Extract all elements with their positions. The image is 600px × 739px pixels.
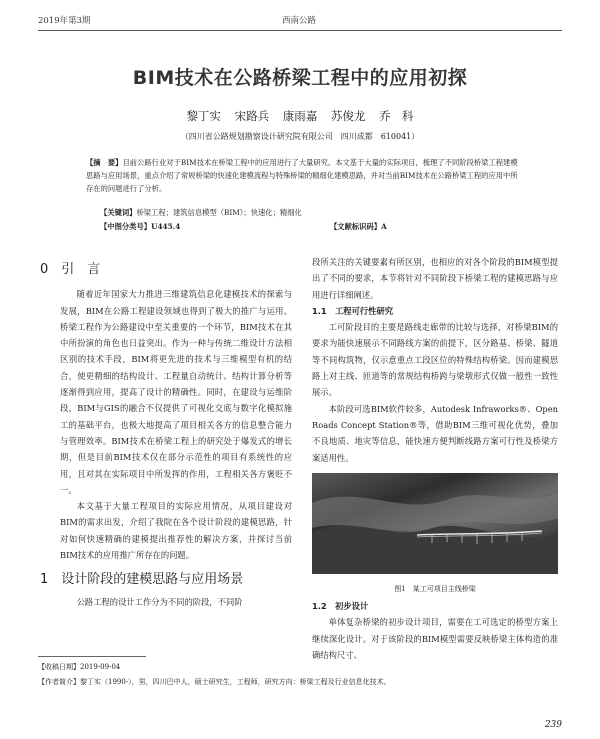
author: 康雨嘉 — [282, 109, 318, 123]
abstract-text: 目前公路行业对于BIM技术在桥梁工程中的应用进行了大量研究。本文基于大量的实际项目，梳理了不同阶段桥梁工程建模思路与应用场景，重点介绍了常规桥梁的快速化建模流程与特殊桥梁的精细化建模思路，并对当前BIM技术在公路桥梁工程的应用中所存在的问题进行了分析。 — [86, 158, 518, 193]
paragraph: 本文基于大量工程项目的实际应用情况，从项目建设对BIM的需求出发，介绍了我院在各个设计阶段的建模思路，针对如何快速精确的建模提出推荐性的解决方案，并探讨当前BIM技术的应用推广所存在的问题。 — [60, 501, 292, 561]
footnote-author: 【作者简介】黎丁实（1990-），男，四川巴中人，硕士研究生，工程师，研究方向：桥梁工程及行业信息化技术。 — [38, 678, 391, 686]
paper-title: BIM技术在公路桥梁工程中的应用初探 — [132, 67, 468, 89]
section-heading: 0 引 言 — [40, 262, 101, 277]
page-number: 239 — [544, 720, 562, 730]
subsection-heading: 1.1 工程可行性研究 — [312, 305, 394, 316]
keywords — [100, 208, 520, 218]
abstract-label: 【摘 要】 — [86, 158, 123, 167]
keywords-text: 桥梁工程；建筑信息模型（BIM）；快速化；精细化 — [136, 208, 302, 217]
author: 乔 科 — [379, 109, 414, 123]
subsection-heading: 1.2 初步设计 — [312, 601, 369, 611]
authors — [0, 108, 600, 124]
bridge-render-image — [312, 473, 558, 574]
class-label: 【中图分类号】 — [100, 222, 152, 231]
paragraph: 段所关注的关键要素有所区别，也相应的对各个阶段的BIM模型提出了不同的要求，本节将针对不同阶段下桥梁工程的建模思路与应用进行详细阐述。 — [312, 257, 558, 300]
author: 苏俊龙 — [330, 109, 366, 123]
paragraph: 随着近年国家大力推进三维建筑信息化建模技术的探索与发展，BIM在公路工程建设领域也得到了极大的推广与运用。桥梁工程作为公路建设中至关重要的一个环节，BIM技术在其中所扮演的角色也日益突出。作为一种与传统二维设计方法相区别的技术手段，BIM将更先进的技术与三维模型有机的结合，使更精细的结构设计、工程量自动统计、结构计算分析等逐渐得到应用，提高了设计的精确性。同时，在建设与运维阶段，BIM与GIS的融合不仅提供了可视化交底与数字化模拟施工的基础平台，也极大地提高了项目相关各方的信息整合能力与管理效率。BIM技术在桥梁工程上的研究处于爆发式的增长期，但是目前BIM技术仅在部分示范性的项目有系统性的应用，且对其在实际项目中所发挥的作用，工程相关各方褒贬不一。 — [60, 289, 292, 495]
paragraph: 本阶段可选BIM软件较多，Autodesk Infraworks®、Open Roads Concept Station®等，借助BIM三维可视化优势，叠加不良地质、地灾等信息，能快速方便判断线路方案可行性及桥梁方案适用性。 — [312, 403, 558, 463]
header-issue: 2019年第3期 — [38, 16, 91, 26]
doc-code — [330, 222, 387, 232]
paragraph: 单体复杂桥梁的初步设计项目，需要在工可选定的桥型方案上继续深化设计。对于该阶段的BIM模型需要反映桥梁主体构造的准确结构尺寸、 — [312, 617, 558, 660]
header-journal: 西南公路 — [282, 16, 317, 26]
left-column — [40, 262, 292, 610]
figure-bridge-photo — [312, 473, 558, 574]
footnote-rule — [38, 656, 146, 657]
doc-value: A — [381, 222, 387, 231]
footnote-received: 【收稿日期】2019-09-04 — [38, 663, 121, 671]
author: 宋路兵 — [234, 109, 270, 123]
right-column-top — [312, 254, 558, 466]
right-column-bottom — [312, 598, 558, 663]
paragraph: 公路工程的设计工作分为不同的阶段，不同阶 — [76, 596, 243, 607]
section-heading: 1 设计阶段的建模思路与应用场景 — [40, 572, 244, 588]
doc-label: 【文献标识码】 — [330, 222, 382, 231]
class-value: U445.4 — [151, 222, 181, 231]
figure-caption: 图1 某工可项目主线桥梁 — [394, 585, 476, 593]
class-number — [100, 222, 180, 232]
header-rule — [38, 30, 562, 31]
paragraph: 工可阶段目的主要是路线走廊带的比较与选择，对桥梁BIM的要求为能快速展示不同路线方案的前提下，区分路基、桥梁、隧道等不同构筑物，仅示意重点工段区位的特殊结构桥梁。因而建模思路上对主线、匝道等的常规结构桥跨与梁墩形式仅做一般性一致性展示。 — [312, 322, 558, 398]
abstract — [86, 156, 524, 195]
affiliation: （四川省公路规划勘察设计研究院有限公司 四川成都 610041） — [180, 132, 420, 141]
keywords-label: 【关键词】 — [100, 208, 137, 217]
author: 黎丁实 — [186, 109, 221, 123]
